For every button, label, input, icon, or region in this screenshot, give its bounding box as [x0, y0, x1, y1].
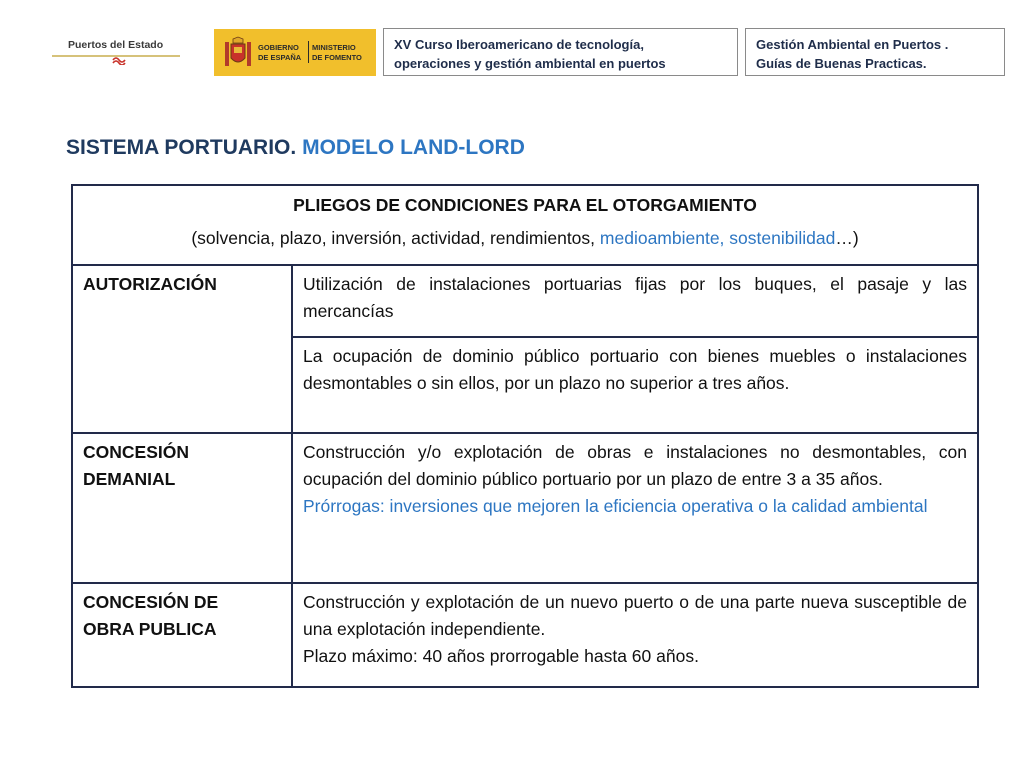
logo-separator — [308, 41, 309, 63]
topic-line-1: Gestión Ambiental en Puertos . — [756, 37, 949, 52]
page-title — [66, 136, 525, 160]
title-part-2: MODELO LAND-LORD — [302, 136, 525, 159]
coat-of-arms-icon — [222, 36, 254, 70]
desc-main: Construcción y explotación de un nuevo puerto o de una parte nueva susceptible de una explotación independiente. — [303, 592, 968, 639]
label-line-1: CONCESIÓN — [83, 442, 189, 462]
table-header-row — [72, 185, 978, 265]
table-header-title: PLIEGOS DE CONDICIONES PARA EL OTORGAMIENTO — [293, 195, 757, 215]
row-desc-concesion-obra-publica — [292, 583, 978, 687]
gobierno-espana-logo — [214, 29, 376, 76]
label-line-2: OBRA PUBLICA — [83, 619, 217, 639]
topic-line-2: Guías de Buenas Practicas. — [756, 56, 927, 71]
ministerio-text — [312, 43, 362, 63]
row-label-concesion-demanial — [72, 433, 292, 583]
puertos-del-estado-logo — [52, 35, 180, 73]
label-line-2: DEMANIAL — [83, 469, 176, 489]
subtitle-accent: medioambiente, sostenibilidad — [599, 228, 836, 248]
desc-plazo: Plazo máximo: 40 años prorrogable hasta 60 años. — [303, 646, 699, 666]
conditions-table — [71, 184, 979, 688]
desc-main: Construcción y/o explotación de obras e instalaciones no desmontables, con ocupación del dominio público portuario por un plazo de entre 3 a 35 años. — [303, 442, 968, 489]
row-desc-concesion-demanial — [292, 433, 978, 583]
subtitle-end: …) — [835, 228, 859, 248]
gobierno-line-1: GOBIERNO — [258, 43, 299, 52]
table-row — [72, 433, 978, 583]
course-title-box — [383, 28, 738, 76]
row-label-concesion-obra-publica — [72, 583, 292, 687]
table-row — [72, 265, 978, 337]
ministerio-line-1: MINISTERIO — [312, 43, 356, 52]
table-header-subtitle — [85, 225, 965, 252]
subtitle-plain: (solvencia, plazo, inversión, actividad, rendimientos, — [191, 228, 600, 248]
row-label-autorizacion: AUTORIZACIÓN — [72, 265, 292, 433]
row-desc-autorizacion-2: La ocupación de dominio público portuario con bienes muebles o instalaciones desmontables o sin ellos, por un plazo no superior a tres años. — [292, 337, 978, 433]
gobierno-text — [258, 43, 301, 63]
table-row — [72, 583, 978, 687]
row-desc-autorizacion-1: Utilización de instalaciones portuarias fijas por los buques, el pasaje y las mercancías — [292, 265, 978, 337]
table-header-cell — [72, 185, 978, 265]
ministerio-line-2: DE FOMENTO — [312, 53, 362, 62]
label-line-1: CONCESIÓN DE — [83, 592, 219, 612]
gobierno-line-2: DE ESPAÑA — [258, 53, 302, 62]
topic-title-box — [745, 28, 1005, 76]
course-line-1: XV Curso Iberoamericano de tecnología, — [394, 37, 644, 52]
title-part-1: SISTEMA PORTUARIO. — [66, 136, 303, 159]
puertos-logo-text: Puertos del Estado — [68, 39, 164, 51]
desc-prorrogas: Prórrogas: inversiones que mejoren la eficiencia operativa o la calidad ambiental — [303, 496, 928, 516]
course-line-2: operaciones y gestión ambiental en puertos — [394, 56, 666, 71]
wave-mark-icon — [112, 51, 126, 65]
